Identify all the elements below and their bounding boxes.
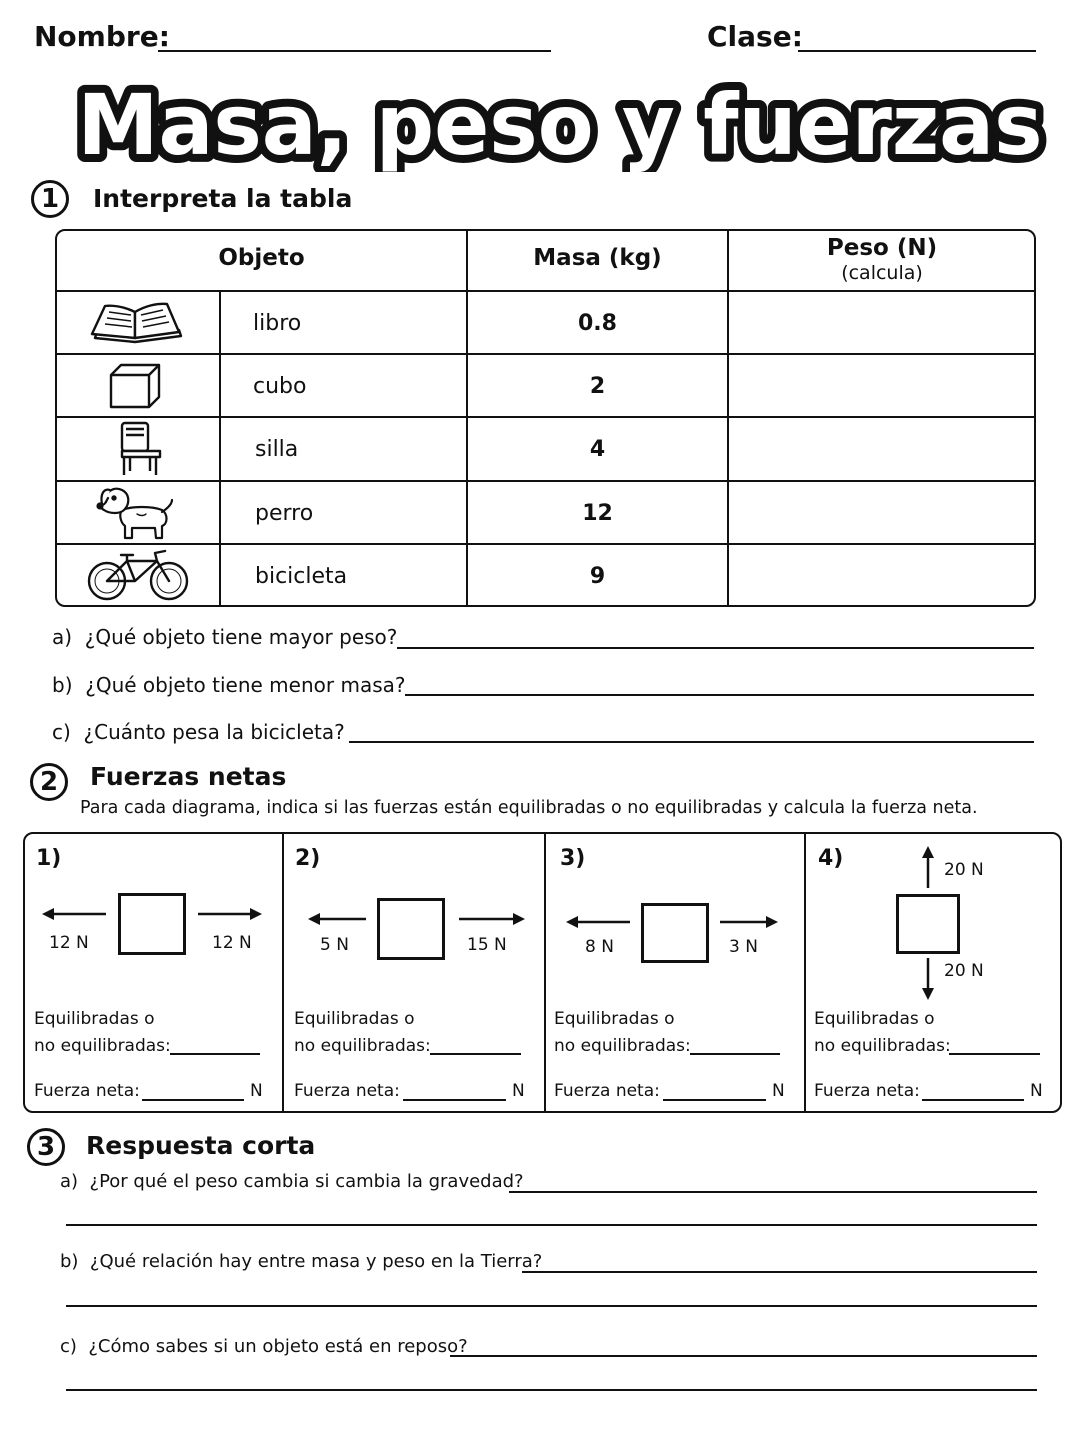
section-3-number: 3: [27, 1128, 65, 1166]
short-question-c: c) ¿Cómo sabes si un objeto está en reposo?: [60, 1336, 468, 1357]
net-force-answer-4[interactable]: [922, 1099, 1024, 1101]
short-answer-c-line-2[interactable]: [66, 1389, 1037, 1391]
mass-table: [55, 229, 1036, 607]
balanced-label: Equilibradas o: [294, 1009, 415, 1029]
dog-icon: [92, 484, 176, 542]
right-arrow-icon: [718, 912, 778, 932]
header-weight-note: (calcula): [841, 262, 923, 284]
row-name: silla: [255, 437, 299, 462]
object-box: [896, 894, 960, 954]
answer-line-a[interactable]: [397, 647, 1034, 649]
row-weight-answer[interactable]: [729, 545, 1035, 605]
section-1-title: Interpreta la tabla: [93, 184, 353, 213]
row-mass: 0.8: [578, 311, 617, 336]
row-mass: 12: [582, 501, 613, 526]
question-a: a) ¿Qué objeto tiene mayor peso?: [52, 625, 398, 649]
section-2-number: 2: [30, 763, 68, 801]
balanced-answer-2[interactable]: [430, 1053, 521, 1055]
net-force-label: Fuerza neta:: [814, 1081, 920, 1101]
answer-line-b[interactable]: [405, 694, 1034, 696]
short-question-a: a) ¿Por qué el peso cambia si cambia la gravedad?: [60, 1171, 524, 1192]
row-mass: 2: [589, 374, 606, 399]
section-2-instructions: Para cada diagrama, indica si las fuerzas están equilibradas o no equilibradas y calcula la fuerza neta.: [80, 798, 978, 818]
balanced-answer-3[interactable]: [690, 1053, 780, 1055]
right-force: 12 N: [212, 933, 252, 953]
diagram-2-label: 2): [295, 846, 321, 871]
up-arrow-icon: [918, 846, 938, 888]
short-answer-c-line-1[interactable]: [450, 1355, 1037, 1357]
object-box: [641, 903, 709, 963]
left-force: 5 N: [320, 935, 349, 955]
balanced-label: no equilibradas:: [294, 1036, 431, 1056]
row-name: bicicleta: [255, 564, 348, 589]
net-force-label: Fuerza neta:: [294, 1081, 400, 1101]
bicycle-icon: [85, 547, 191, 603]
chair-icon: [112, 419, 172, 479]
cube-icon: [105, 361, 165, 411]
short-question-b: b) ¿Qué relación hay entre masa y peso en la Tierra?: [60, 1251, 543, 1272]
balanced-answer-4[interactable]: [949, 1053, 1040, 1055]
diagram-1-label: 1): [36, 846, 62, 871]
balanced-label: Equilibradas o: [814, 1009, 935, 1029]
right-arrow-icon: [196, 904, 262, 924]
object-box: [118, 893, 186, 955]
short-answer-a-line-2[interactable]: [66, 1224, 1037, 1226]
balanced-label: no equilibradas:: [34, 1036, 171, 1056]
right-force: 15 N: [467, 935, 507, 955]
net-force-label: Fuerza neta:: [554, 1081, 660, 1101]
class-label: Clase:: [707, 20, 803, 53]
force-diagrams: [23, 832, 1062, 1113]
book-icon: [87, 298, 187, 348]
row-name: libro: [253, 311, 302, 336]
object-box: [377, 898, 445, 960]
section-2-title: Fuerzas netas: [90, 762, 287, 791]
net-force-answer-2[interactable]: [403, 1099, 506, 1101]
left-force: 8 N: [585, 937, 614, 957]
row-mass: 4: [589, 437, 606, 462]
short-answer-b-line-1[interactable]: [522, 1271, 1037, 1273]
class-field[interactable]: [798, 50, 1036, 52]
net-force-unit: N: [1030, 1081, 1043, 1101]
net-force-unit: N: [772, 1081, 785, 1101]
right-force: 3 N: [729, 937, 758, 957]
balanced-label: no equilibradas:: [814, 1036, 951, 1056]
net-force-label: Fuerza neta:: [34, 1081, 140, 1101]
left-arrow-icon: [566, 912, 632, 932]
row-name: cubo: [253, 374, 307, 399]
header-weight: Peso (N): [826, 235, 938, 261]
question-c: c) ¿Cuánto pesa la bicicleta?: [52, 720, 345, 744]
balanced-answer-1[interactable]: [170, 1053, 260, 1055]
diagram-4-label: 4): [818, 846, 844, 871]
left-arrow-icon: [42, 904, 108, 924]
name-label: Nombre:: [34, 20, 170, 53]
up-force: 20 N: [944, 860, 984, 880]
net-force-unit: N: [250, 1081, 263, 1101]
left-force: 12 N: [49, 933, 89, 953]
right-arrow-icon: [457, 909, 525, 929]
balanced-label: Equilibradas o: [554, 1009, 675, 1029]
short-answer-b-line-2[interactable]: [66, 1305, 1037, 1307]
down-force: 20 N: [944, 961, 984, 981]
name-field[interactable]: [158, 50, 551, 52]
row-name: perro: [255, 501, 314, 526]
svg-text:Masa, peso y fuerzas: Masa, peso y fuerzas: [77, 76, 1043, 172]
row-weight-answer[interactable]: [729, 482, 1035, 542]
short-answer-a-line-1[interactable]: [509, 1191, 1037, 1193]
row-weight-answer[interactable]: [729, 292, 1035, 352]
balanced-label: no equilibradas:: [554, 1036, 691, 1056]
question-b: b) ¿Qué objeto tiene menor masa?: [52, 673, 406, 697]
net-force-answer-1[interactable]: [142, 1099, 244, 1101]
answer-line-c[interactable]: [349, 741, 1034, 743]
down-arrow-icon: [918, 958, 938, 1000]
balanced-label: Equilibradas o: [34, 1009, 155, 1029]
row-weight-answer[interactable]: [729, 418, 1035, 479]
row-mass: 9: [589, 564, 606, 589]
section-3-title: Respuesta corta: [86, 1131, 316, 1160]
page-title: [0, 62, 1086, 172]
diagram-3-label: 3): [560, 846, 586, 871]
left-arrow-icon: [308, 909, 368, 929]
row-weight-answer[interactable]: [729, 355, 1035, 415]
net-force-answer-3[interactable]: [663, 1099, 766, 1101]
header-object: Objeto: [218, 245, 305, 271]
net-force-unit: N: [512, 1081, 525, 1101]
section-1-number: 1: [31, 180, 69, 218]
header-mass: Masa (kg): [533, 245, 662, 271]
